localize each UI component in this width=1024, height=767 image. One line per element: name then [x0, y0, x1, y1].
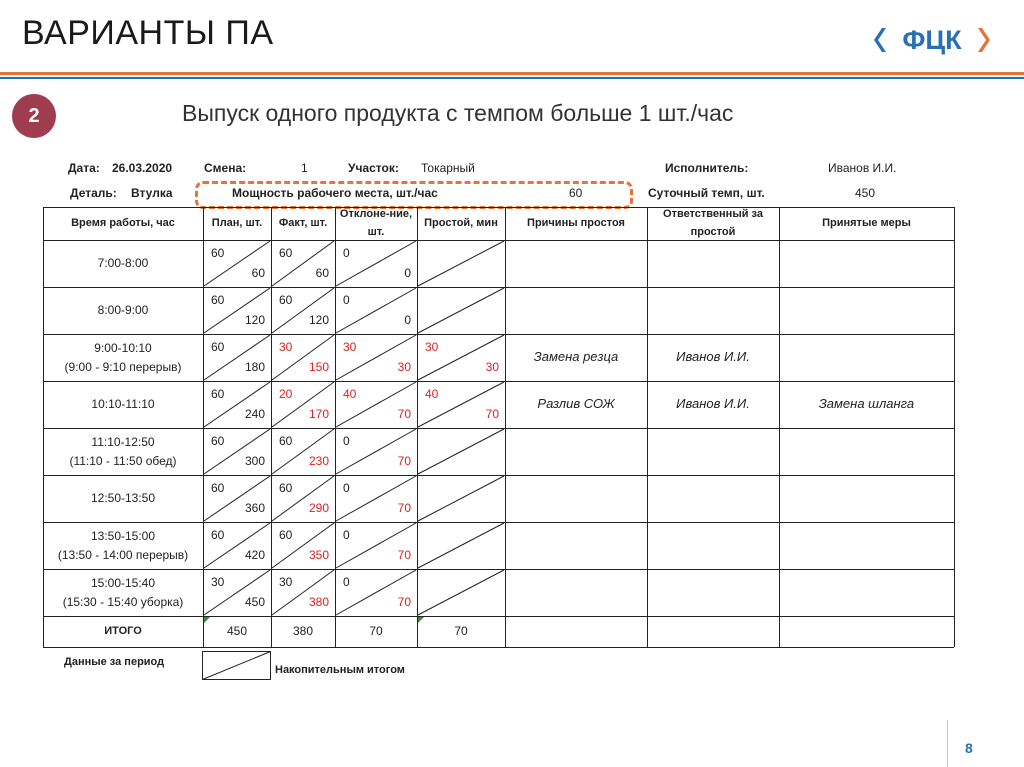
col-time-header: Время работы, час [71, 216, 175, 229]
fact-cumulative: 150 [308, 360, 329, 374]
dev-value: 40 [343, 387, 357, 401]
measures-cell [781, 429, 952, 474]
plan-cumulative: 240 [244, 407, 265, 421]
plan-cumulative: 120 [244, 313, 265, 327]
slide-subtitle: Выпуск одного продукта с темпом больше 1 шт./час [182, 100, 734, 126]
time-range: 12:50-13:50 [90, 491, 156, 506]
col-fact-header: Факт, шт. [278, 216, 328, 229]
shift-label: Смена: [204, 161, 247, 175]
dev-cumulative: 70 [397, 454, 411, 468]
plan-value: 60 [211, 246, 225, 260]
capacity-value: 60 [569, 186, 583, 200]
capacity-label: Мощность рабочего места, шт./час [232, 186, 438, 200]
time-cell [45, 570, 201, 615]
footer-divider [947, 720, 948, 767]
executor-label: Исполнитель: [665, 161, 749, 175]
fact-value: 30 [279, 340, 293, 354]
plan-value: 30 [211, 575, 225, 589]
plan-value: 60 [211, 340, 225, 354]
responsible-cell [649, 288, 777, 333]
time-note: (9:00 - 9:10 перерыв) [64, 359, 182, 374]
col-plan-header: План, шт. [211, 216, 263, 229]
area-value: Токарный [421, 161, 475, 175]
reason-cell [507, 429, 645, 474]
date-label: Дата: [68, 161, 100, 175]
plan-value: 60 [211, 387, 225, 401]
date-value: 26.03.2020 [112, 161, 173, 175]
responsible-cell: Иванов И.И. [676, 349, 750, 365]
fact-cumulative: 120 [308, 313, 329, 327]
dev-cumulative: 70 [397, 548, 411, 562]
time-note: (13:50 - 14:00 перерыв) [57, 547, 189, 562]
fact-cumulative: 170 [308, 407, 329, 421]
shift-value: 1 [301, 161, 308, 175]
cell-diagonal [418, 429, 504, 474]
cell-diagonal [418, 241, 504, 286]
reason-cell: Замена резца [533, 349, 619, 365]
time-cell [45, 523, 201, 568]
plan-cumulative: 300 [244, 454, 265, 468]
plan-cumulative: 450 [244, 595, 265, 609]
fact-cumulative: 60 [315, 266, 329, 280]
plan-cumulative: 180 [244, 360, 265, 374]
fact-value: 60 [279, 528, 293, 542]
time-range: 11:10-12:50 [91, 434, 155, 449]
plan-value: 60 [211, 293, 225, 307]
dev-value: 30 [343, 340, 357, 354]
total-label: ИТОГО [104, 624, 142, 637]
responsible-cell [649, 523, 777, 568]
col-responsible-header: Ответственный за простой [663, 207, 763, 238]
fact-value: 20 [279, 387, 293, 401]
fact-cumulative: 230 [308, 454, 329, 468]
daily-rate-label: Суточный темп, шт. [648, 186, 765, 200]
responsible-cell: Иванов И.И. [676, 396, 750, 412]
dev-value: 0 [343, 434, 350, 448]
time-range: 9:00-10:10 [94, 340, 152, 355]
part-value: Втулка [131, 186, 173, 200]
responsible-cell [649, 570, 777, 615]
dev-cumulative: 0 [404, 266, 411, 280]
executor-value: Иванов И.И. [828, 161, 897, 175]
fact-value: 30 [279, 575, 293, 589]
dev-cumulative: 70 [397, 501, 411, 515]
col-measures-header: Принятые меры [822, 216, 911, 229]
dev-value: 0 [343, 293, 350, 307]
legend-period-label: Данные за период [64, 656, 165, 668]
time-range: 8:00-9:00 [97, 303, 149, 318]
fact-cumulative: 290 [308, 501, 329, 515]
idle-value: 30 [425, 340, 439, 354]
fact-value: 60 [279, 434, 293, 448]
plan-value: 60 [211, 528, 225, 542]
col-reason-header: Причины простоя [527, 216, 625, 229]
plan-cumulative: 420 [244, 548, 265, 562]
measures-cell [781, 523, 952, 568]
dev-cumulative: 30 [397, 360, 411, 374]
measures-cell [781, 288, 952, 333]
dev-value: 0 [343, 246, 350, 260]
idle-cumulative: 70 [485, 407, 499, 421]
reason-cell: Разлив СОЖ [537, 396, 615, 412]
legend-cumulative-label: Накопительным итогом [275, 664, 405, 676]
time-range: 15:00-15:40 [90, 575, 156, 590]
time-range: 10:10-11:10 [91, 397, 155, 412]
time-note: (15:30 - 15:40 уборка) [62, 594, 184, 609]
idle-value: 40 [425, 387, 439, 401]
time-cell [45, 288, 201, 333]
dev-value: 0 [343, 481, 350, 495]
dev-cumulative: 0 [404, 313, 411, 327]
measures-cell [781, 476, 952, 521]
legend-diagonal-sample [202, 651, 272, 681]
daily-rate-value: 450 [855, 186, 876, 200]
reason-cell [507, 523, 645, 568]
responsible-cell [649, 476, 777, 521]
time-range: 13:50-15:00 [90, 528, 156, 543]
plan-value: 60 [211, 434, 225, 448]
dev-value: 0 [343, 528, 350, 542]
fact-value: 60 [279, 293, 293, 307]
responsible-cell [649, 429, 777, 474]
cell-diagonal [418, 476, 504, 521]
time-cell [45, 335, 201, 380]
total-plan: 450 [226, 624, 248, 639]
fact-cumulative: 350 [308, 548, 329, 562]
col-deviation-header: Отклоне-ние, шт. [339, 207, 413, 238]
measures-cell [781, 241, 952, 286]
plan-cumulative: 60 [251, 266, 265, 280]
cell-diagonal [418, 523, 504, 568]
total-deviation: 70 [369, 624, 383, 639]
idle-cumulative: 30 [485, 360, 499, 374]
time-cell [45, 476, 201, 521]
dev-value: 0 [343, 575, 350, 589]
slide-title: ВАРИАНТЫ ПА [22, 14, 274, 52]
total-idle: 70 [454, 624, 468, 639]
measures-cell [781, 335, 952, 380]
measures-cell [781, 570, 952, 615]
part-label: Деталь: [70, 186, 117, 200]
total-fact: 380 [292, 624, 314, 639]
plan-cumulative: 360 [244, 501, 265, 515]
measures-cell: Замена шланга [818, 396, 915, 412]
reason-cell [507, 570, 645, 615]
fact-value: 60 [279, 481, 293, 495]
time-cell [45, 429, 201, 474]
responsible-cell [649, 241, 777, 286]
reason-cell [507, 241, 645, 286]
time-range: 7:00-8:00 [97, 256, 149, 271]
reason-cell [507, 476, 645, 521]
cell-diagonal [418, 288, 504, 333]
dev-cumulative: 70 [397, 595, 411, 609]
slide-number-badge: 2 [12, 94, 56, 138]
time-note: (11:10 - 11:50 обед) [69, 453, 177, 468]
page-number: 8 [965, 740, 973, 756]
cell-diagonal [418, 570, 504, 615]
dev-cumulative: 70 [397, 407, 411, 421]
time-cell [45, 241, 201, 286]
col-idle-header: Простой, мин [424, 216, 498, 229]
fact-cumulative: 380 [308, 595, 329, 609]
fact-value: 60 [279, 246, 293, 260]
reason-cell [507, 288, 645, 333]
logo-text: ФЦК [902, 25, 962, 55]
time-cell [45, 382, 201, 427]
area-label: Участок: [348, 161, 399, 175]
plan-value: 60 [211, 481, 225, 495]
